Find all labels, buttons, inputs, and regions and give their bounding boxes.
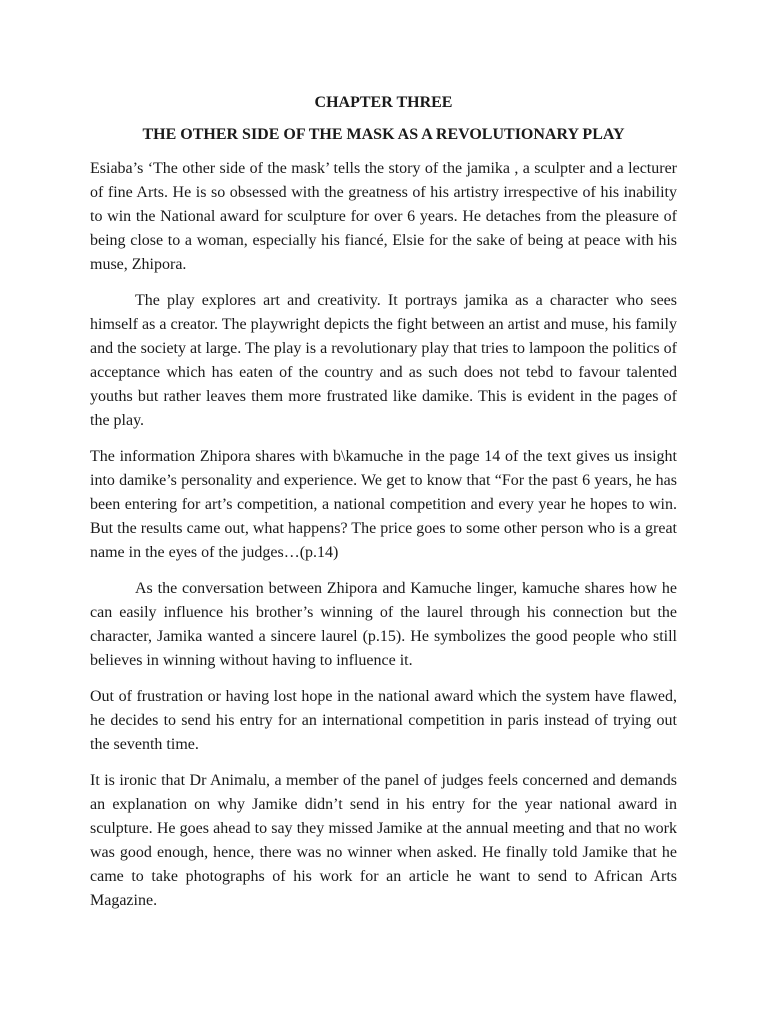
paragraph-4: As the conversation between Zhipora and Kamuche linger, kamuche shares how he can easily influence his brother’s winning of the laurel through his connection but the character, Jamika wanted a sincere laurel (p.15). He symbolizes the good people who still believes in winning without having to influence it. [90,580,677,669]
paragraph-1: Esiaba’s ‘The other side of the mask’ tells the story of the jamika , a sculpter and a lecturer of fine Arts. He is so obsessed with the greatness of his artistry irrespective of his inability to win the National award for sculpture for over 6 years. He detaches from the pleasure of being close to a woman, especially his fiancé, Elsie for the sake of being at peace with his muse, Zhipora. [90,160,677,273]
paragraph-6: It is ironic that Dr Animalu, a member of the panel of judges feels concerned and demands an explanation on why Jamike didn’t send in his entry for the year national award in sculpture. He goes ahead to say they missed Jamike at the annual meeting and that no work was good enough, hence, there was no winner when asked. He finally told Jamike that he came to take photographs of his work for an article he want to send to African Arts Magazine. [90,772,677,909]
paragraph-2: The play explores art and creativity. It portrays jamika as a character who sees himself as a creator. The playwright depicts the fight between an artist and muse, his family and the society at large. The play is a revolutionary play that tries to lampoon the politics of acceptance which has eaten of the country and as such does not tebd to favour talented youths but rather leaves them more frustrated like damike. This is evident in the pages of the play. [90,292,677,429]
paragraph-3: The information Zhipora shares with b\kamuche in the page 14 of the text gives us insight into damike’s personality and experience. We get to know that “For the past 6 years, he has been entering for art’s competition, a national competition and every year he hopes to win. But the results came out, what happens? The price goes to some other person who is a great name in the eyes of the judges…(p.14) [90,448,677,561]
chapter-title: THE OTHER SIDE OF THE MASK AS A REVOLUTIONARY PLAY [142,126,625,143]
paragraph-5: Out of frustration or having lost hope in the national award which the system have flawed, he decides to send his entry for an international competition in paris instead of trying out the seventh time. [90,688,677,753]
chapter-heading: CHAPTER THREE [314,94,453,111]
